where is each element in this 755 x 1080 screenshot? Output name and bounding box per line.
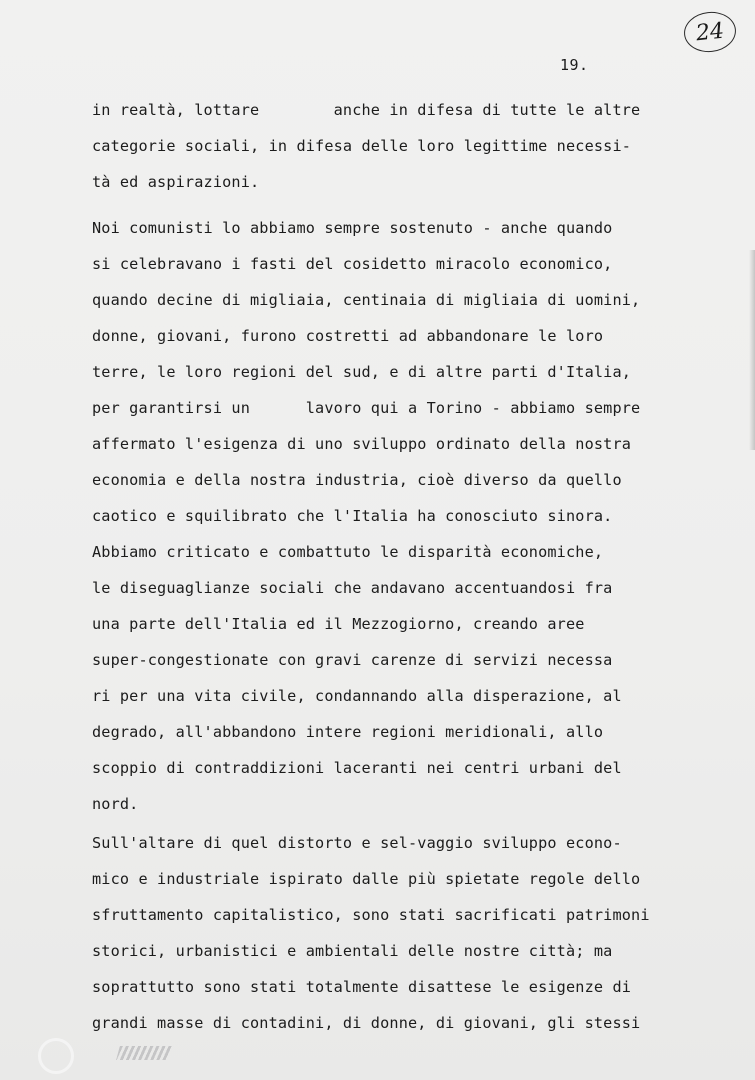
text-line: categorie sociali, in difesa delle loro legittime necessi- xyxy=(92,137,632,155)
text-line: si celebravano i fasti del cosidetto miracolo economico, xyxy=(92,255,613,273)
text-line: le diseguaglianze sociali che andavano accentuandosi fra xyxy=(92,579,613,597)
page-edge-shadow xyxy=(749,250,755,450)
text-line: caotico e squilibrato che l'Italia ha conosciuto sinora. xyxy=(92,507,613,525)
archive-watermark-icon xyxy=(38,1038,74,1074)
page-number: 19. xyxy=(560,56,589,74)
text-line: storici, urbanistici e ambientali delle nostre città; ma xyxy=(92,942,613,960)
text-line: una parte dell'Italia ed il Mezzogiorno, creando aree xyxy=(92,615,585,633)
text-line: soprattutto sono stati totalmente disattese le esigenze di xyxy=(92,978,632,996)
text-line: Abbiamo criticato e combattuto le disparità economiche, xyxy=(92,543,604,561)
footer-smudge xyxy=(116,1046,172,1060)
text-line: mico e industriale ispirato dalle più spietate regole dello xyxy=(92,870,641,888)
page-stamp xyxy=(682,9,738,54)
text-line: nord. xyxy=(92,795,139,813)
text-line: economia e della nostra industria, cioè diverso da quello xyxy=(92,471,622,489)
text-line: grandi masse di contadini, di donne, di giovani, gli stessi xyxy=(92,1014,641,1032)
text-line: Sull'altare di quel distorto e sel-vaggio sviluppo econo- xyxy=(92,834,622,852)
text-line: Noi comunisti lo abbiamo sempre sostenuto - anche quando xyxy=(92,219,613,237)
text-line: ri per una vita civile, condannando alla disperazione, al xyxy=(92,687,622,705)
text-line: sfruttamento capitalistico, sono stati sacrificati patrimoni xyxy=(92,906,650,924)
text-line: in realtà, lottare anche in difesa di tutte le altre xyxy=(92,101,641,119)
text-line: donne, giovani, furono costretti ad abbandonare le loro xyxy=(92,327,604,345)
text-line: degrado, all'abbandono intere regioni meridionali, allo xyxy=(92,723,604,741)
text-line: quando decine di migliaia, centinaia di migliaia di uomini, xyxy=(92,291,641,309)
text-line: tà ed aspirazioni. xyxy=(92,173,260,191)
text-line: per garantirsi un lavoro qui a Torino - abbiamo sempre xyxy=(92,399,641,417)
text-line: terre, le loro regioni del sud, e di altre parti d'Italia, xyxy=(92,363,632,381)
text-line: affermato l'esigenza di uno sviluppo ordinato della nostra xyxy=(92,435,632,453)
text-line: super-congestionate con gravi carenze di servizi necessa xyxy=(92,651,613,669)
stamp-number: 24 xyxy=(694,18,726,46)
text-line: scoppio di contraddizioni laceranti nei centri urbani del xyxy=(92,759,622,777)
